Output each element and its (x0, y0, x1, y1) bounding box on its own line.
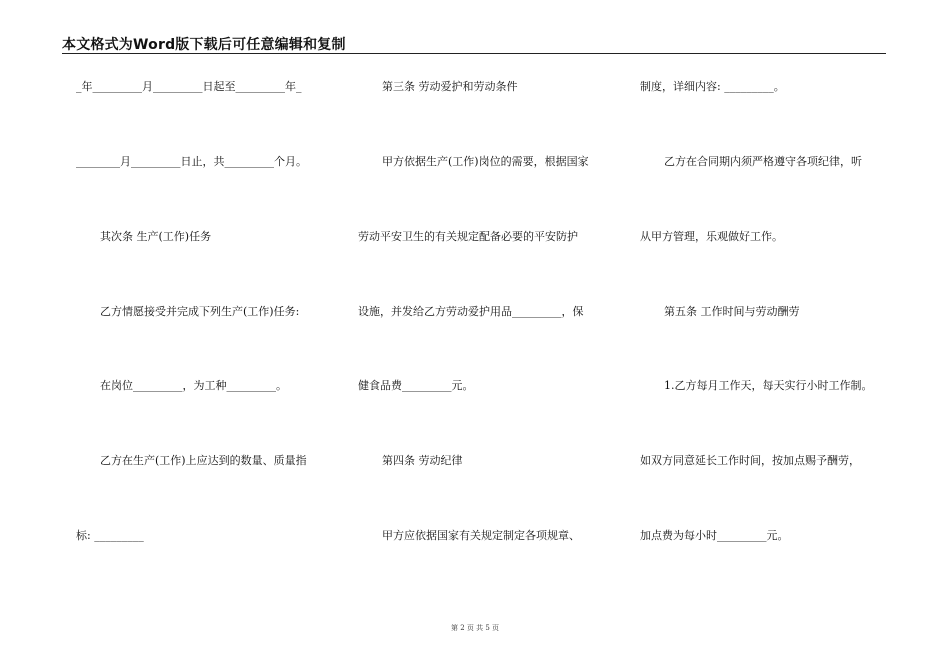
text-line: 制度，详细内容: _________。 (640, 80, 785, 93)
text-line: 标: _________ (76, 529, 144, 542)
section-heading: 第五条 工作时间与劳动酬劳 (664, 305, 800, 318)
text-line: 加点费为每小时_________元。 (640, 529, 789, 542)
page-number: 第 2 页 共 5 页 (450, 624, 500, 632)
text-line: ________月_________日止，共_________个月。 (76, 155, 307, 168)
text-line: 甲方应依据国家有关规定制定各项规章、 (382, 529, 580, 542)
text-line: _年_________月_________日起至_________年_ (76, 80, 302, 93)
text-line: 设施，并发给乙方劳动爱护用品_________，保 (358, 305, 584, 318)
text-line: 其次条 生产(工作)任务 (100, 230, 212, 243)
header-divider (62, 53, 886, 54)
text-line: 1.乙方每月工作天，每天实行小时工作制。 (664, 379, 873, 392)
text-line: 健食品费_________元。 (358, 379, 474, 392)
text-line: 乙方情愿接受并完成下列生产(工作)任务: (100, 305, 300, 318)
text-line: 在岗位_________，为工种_________。 (100, 379, 287, 392)
text-line: 如双方同意延长工作时间，按加点赐予酬劳， (640, 454, 860, 467)
section-heading: 第四条 劳动纪律 (382, 454, 463, 467)
text-line: 乙方在生产(工作)上应达到的数量、质量指 (100, 454, 307, 467)
text-line: 甲方依据生产(工作)岗位的需要，根据国家 (382, 155, 589, 168)
text-line: 从甲方管理，乐观做好工作。 (640, 230, 783, 243)
text-line: 乙方在合同期内须严格遵守各项纪律，听 (664, 155, 862, 168)
section-heading: 第三条 劳动爱护和劳动条件 (382, 80, 518, 93)
text-line: 劳动平安卫生的有关规定配备必要的平安防护 (358, 230, 578, 243)
document-header-title: 本文格式为Word版下载后可任意编辑和复制 (62, 37, 346, 53)
